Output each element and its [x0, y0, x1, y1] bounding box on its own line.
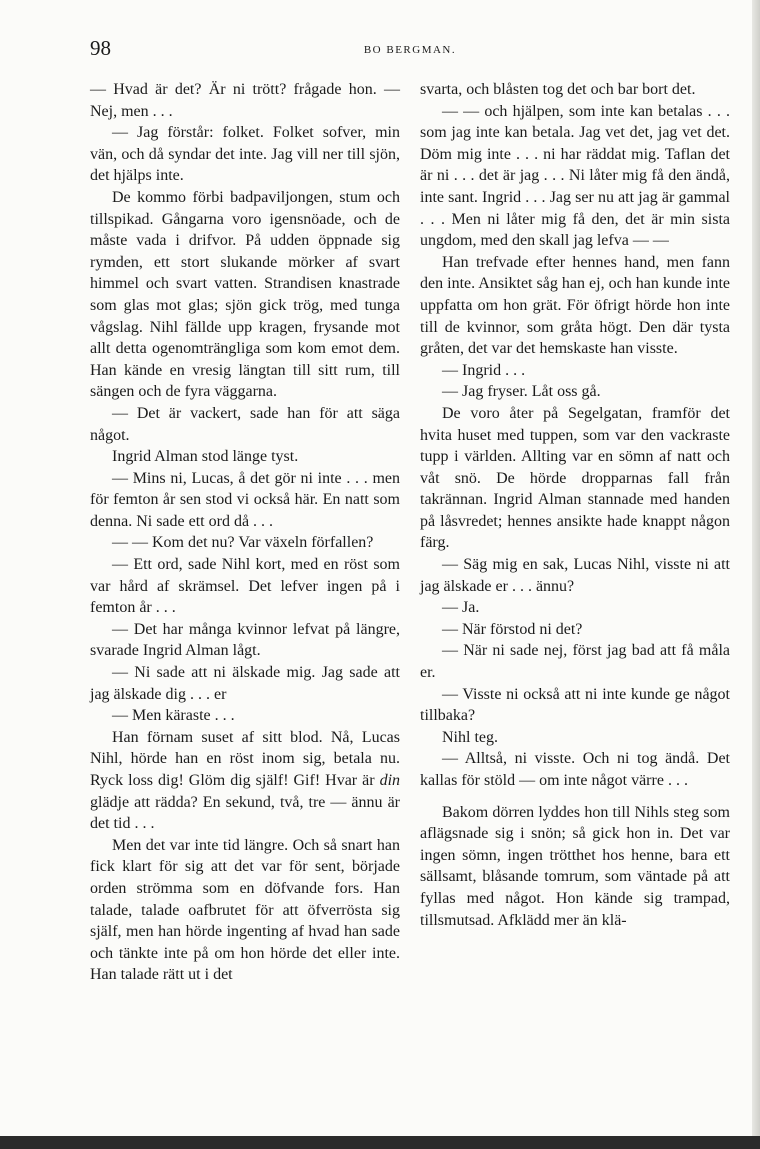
paragraph: — Mins ni, Lucas, å det gör ni inte . . . men för femton år sen stod vi också här. En natt som denna. Ni sade ett ord då . . . [90, 469, 400, 530]
paragraph: Nihl teg. [442, 728, 498, 746]
paragraph: — Visste ni också att ni inte kunde ge något tillbaka? [420, 685, 730, 725]
page-bottom-edge [0, 1136, 760, 1149]
paragraph: — Säg mig en sak, Lucas Nihl, visste ni att jag älskade er . . . ännu? [420, 556, 730, 595]
paragraph: — Det är vackert, sade han för att säga något. [90, 404, 400, 444]
paragraph: — — Kom det nu? Var växeln förfallen? [112, 534, 374, 552]
paragraph: Ingrid Alman stod länge tyst. [112, 448, 299, 466]
paragraph: — Ja. [442, 599, 480, 617]
paragraph: — Ett ord, sade Nihl kort, med en röst som var hård af skrämsel. Det lefver ingen på i femton år . . . [90, 556, 400, 617]
paragraph: De kommo förbi badpaviljongen, stum och tillspikad. Gångarna voro igensnöade, och de måste vada i drifvor. På udden öppnade sig rymden, ett stort slukande mörker af svart himmel och svart vatten. Strandisen knastrade som glas mot glas; sjön gick trög, med tunga vågslag. Nihl fällde upp kragen, frysande mot allt detta ogenomträngliga som kom emot dem. Han kände en vresig längtan till sitt rum, till sängen och de fyra väggarna. [90, 188, 400, 401]
paragraph-part: Han förnam suset af sitt blod. Nå, Lucas Nihl, hörde han en röst inom sig, betala nu. Ryck loss dig! Glöm dig själf! Gif! Hvar är [90, 728, 400, 789]
paragraph: svarta, och blåsten tog det och bar bort det. [420, 81, 696, 98]
paragraph: Han trefvade efter hennes hand, men fann den inte. Ansiktet såg han ej, och han kunde inte uppfatta om hon grät. För öfrigt hörde hon inte till de kvinnor, som gråta högt. Den där tysta gråten, det var det hemskaste han visste. [420, 253, 730, 358]
paragraph: — När förstod ni det? [442, 620, 583, 638]
paragraph: — När ni sade nej, först jag bad att få måla er. [420, 642, 730, 682]
page-right-edge [752, 0, 760, 1149]
paragraph-part: glädje att rädda? En sekund, två, tre — ännu är det tid . . . [90, 793, 400, 833]
paragraph: — Jag fryser. Låt oss gå. [442, 383, 601, 401]
paragraph: — Hvad är det? Är ni trött? frågade hon. — Nej, men . . . [90, 81, 400, 120]
paragraph: — Ingrid . . . [442, 361, 526, 379]
running-head: BO BERGMAN. [363, 44, 457, 56]
page-number: 98 [90, 36, 111, 60]
paragraph: — Men käraste . . . [112, 707, 235, 725]
left-column [90, 79, 400, 986]
paragraph: — Ni sade att ni älskade mig. Jag sade att jag älskade dig . . . er [90, 664, 400, 703]
page-header [90, 36, 730, 66]
paragraph [90, 727, 400, 835]
paragraph: — Jag förstår: folket. Folket sofver, min vän, och då syndar det inte. Jag vill ner till sjön, det hjälps inte. [90, 124, 400, 185]
paragraph: De voro åter på Segelgatan, framför det hvita huset med tuppen, som var den vackraste tupp i världen. Allting var en sömn af natt och våt snö. De hörde dropparnas fall från takrännan. Ingrid Alman stannade med handen på låsvredet; hennes ansikte hade knappt någon färg. [420, 404, 730, 552]
paragraph: Bakom dörren lyddes hon till Nihls steg som aflägsnade sig i snön; så gick hon in. Det var ingen sömn, ingen trötthet hos henne, bara ett sällsamt, blåsande tomrum, som väntade på att fyllas med något. Hon kände sig trampad, tillsmutsad. Afklädd mer än klä- [420, 803, 730, 929]
right-column [420, 79, 730, 931]
paragraph: — — och hjälpen, som inte kan betalas . . . som jag inte kan betala. Jag vet det, jag vet det. Döm mig inte . . . ni har räddat mig. Taflan det är ni . . . det är jag . . . Ni låter mig få den ändå, inte sant. Ingrid . . . Jag ser nu att jag är gammal . . . Men ni låter mig få den, det är min sista ungdom, med den skall jag lefva — — [420, 102, 730, 250]
paragraph: Men det var inte tid längre. Och så snart han fick klart för sig att det var för sent, började orden strömma som en döfvande fors. Han talade, talade oafbrutet för att öfverrösta sig själf, men han hörde ingenting af hvad han sade och tänkte inte på om hon hörde det eller inte. Han talade rätt ut i det [90, 836, 400, 984]
paragraph: — Alltså, ni visste. Och ni tog ändå. Det kallas för stöld — om inte något värre . . . [420, 750, 730, 789]
paragraph: — Det har många kvinnor lefvat på längre, svarade Ingrid Alman lågt. [90, 620, 400, 660]
emphasis-word: din [379, 772, 401, 789]
